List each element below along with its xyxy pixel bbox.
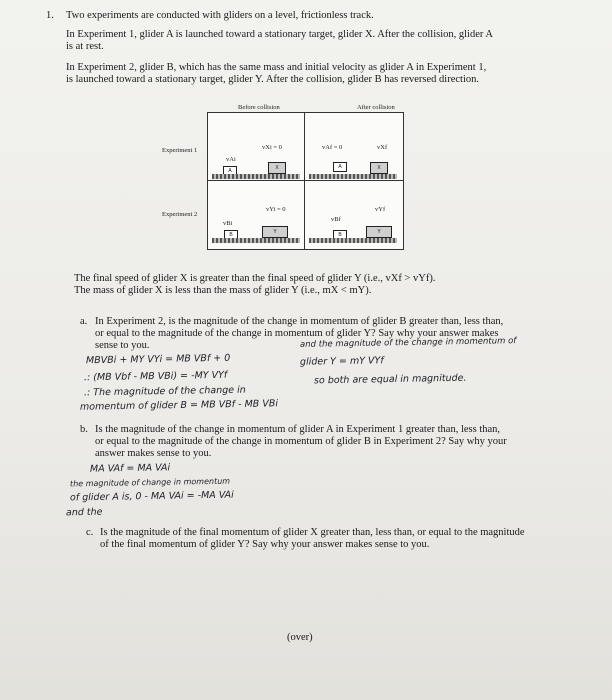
velocity-vXf-label: vXf bbox=[377, 144, 388, 151]
track-exp2-after bbox=[309, 238, 397, 243]
glider-a-before: A bbox=[223, 166, 237, 176]
velocity-vYi-label: vYi = 0 bbox=[266, 206, 286, 213]
handwritten-answer-a: .: (MB Vbf - MB VBi) = -MY VYf bbox=[83, 369, 228, 384]
track-exp2-before bbox=[212, 238, 300, 243]
part-a-question-cont: or equal to the magnitude of the change in momentum of glider Y? Say why your answer makes bbox=[95, 328, 499, 339]
problem-intro: Two experiments are conducted with gliders on a level, frictionless track. bbox=[66, 10, 374, 21]
handwritten-answer-a: .: The magnitude of the change in bbox=[83, 384, 246, 399]
handwritten-answer-a: glider Y = mY VYf bbox=[299, 355, 384, 368]
part-c-question: Is the magnitude of the final momentum of glider X greater than, less than, or equal to the magnitude bbox=[100, 527, 525, 538]
after-collision-label: After collision bbox=[357, 104, 395, 111]
handwritten-answer-b: MA VAf = MA VAi bbox=[89, 462, 171, 475]
fact-final-speeds: The final speed of glider X is greater than the final speed of glider Y (i.e., vXf > vYf). bbox=[74, 273, 436, 284]
handwritten-answer-b: the magnitude of change in momentum bbox=[69, 476, 231, 489]
page-footer-over: (over) bbox=[287, 632, 313, 643]
experiment2-text: In Experiment 2, glider B, which has the same mass and initial velocity as glider A in Experiment 1, bbox=[66, 62, 487, 73]
glider-b-before: B bbox=[224, 230, 238, 240]
glider-x-after: X bbox=[370, 162, 388, 174]
part-b-question-end: answer makes sense to you. bbox=[95, 448, 212, 459]
experiment1-text-cont: is at rest. bbox=[66, 41, 104, 52]
part-a-question: In Experiment 2, is the magnitude of the change in momentum of glider B greater than, less than, bbox=[95, 316, 504, 327]
part-b-question: Is the magnitude of the change in momentum of glider A in Experiment 1 greater than, less than, bbox=[95, 424, 501, 435]
velocity-vBi-label: vBi bbox=[223, 220, 233, 227]
handwritten-answer-a: so both are equal in magnitude. bbox=[313, 372, 467, 387]
velocity-vAf-label: vAf = 0 bbox=[322, 144, 343, 151]
glider-y-after: Y bbox=[366, 226, 392, 238]
handwritten-answer-b: and the bbox=[65, 506, 103, 519]
handwritten-answer-a: momentum of glider B = MB VBf - MB VBi bbox=[79, 398, 279, 413]
experiment1-text: In Experiment 1, glider A is launched toward a stationary target, glider X. After the collision, glider A bbox=[66, 29, 493, 40]
track-exp1-before bbox=[212, 174, 300, 179]
track-exp1-after bbox=[309, 174, 397, 179]
glider-y-before: Y bbox=[262, 226, 288, 238]
velocity-vYf-label: vYf bbox=[375, 206, 386, 213]
fact-masses: The mass of glider X is less than the mass of glider Y (i.e., mX < mY). bbox=[74, 285, 372, 296]
experiment2-text-cont: is launched toward a stationary target, glider Y. After the collision, glider B has reversed direction. bbox=[66, 74, 479, 85]
velocity-vXi-label: vXi = 0 bbox=[262, 144, 282, 151]
glider-a-after: A bbox=[333, 162, 347, 172]
experiment2-label: Experiment 2 bbox=[162, 211, 198, 218]
velocity-vBf-label: vBf bbox=[331, 216, 341, 223]
problem-number: 1. bbox=[46, 10, 54, 21]
part-c-question-cont: of the final momentum of glider Y? Say why your answer makes sense to you. bbox=[100, 539, 430, 550]
handwritten-answer-b: of glider A is, 0 - MA VAi = -MA VAi bbox=[69, 489, 234, 504]
handwritten-answer-a: MBVBi + MY VYi = MB VBf + 0 bbox=[85, 352, 231, 367]
part-b-question-cont: or equal to the magnitude of the change in momentum of glider B in Experiment 2? Say why your bbox=[95, 436, 507, 447]
before-collision-label: Before collision bbox=[238, 104, 280, 111]
handwritten-answer-a: and the magnitude of the change in momentum of bbox=[299, 336, 517, 350]
part-b-label: b. bbox=[80, 424, 88, 435]
part-a-label: a. bbox=[80, 316, 88, 327]
glider-b-after: B bbox=[333, 230, 347, 240]
part-c-label: c. bbox=[86, 527, 94, 538]
experiment1-label: Experiment 1 bbox=[162, 147, 198, 154]
diagram-divider-horizontal bbox=[207, 180, 403, 181]
glider-x-before: X bbox=[268, 162, 286, 174]
part-a-question-end: sense to you. bbox=[95, 340, 150, 351]
velocity-vAi-label: vAi bbox=[226, 156, 236, 163]
